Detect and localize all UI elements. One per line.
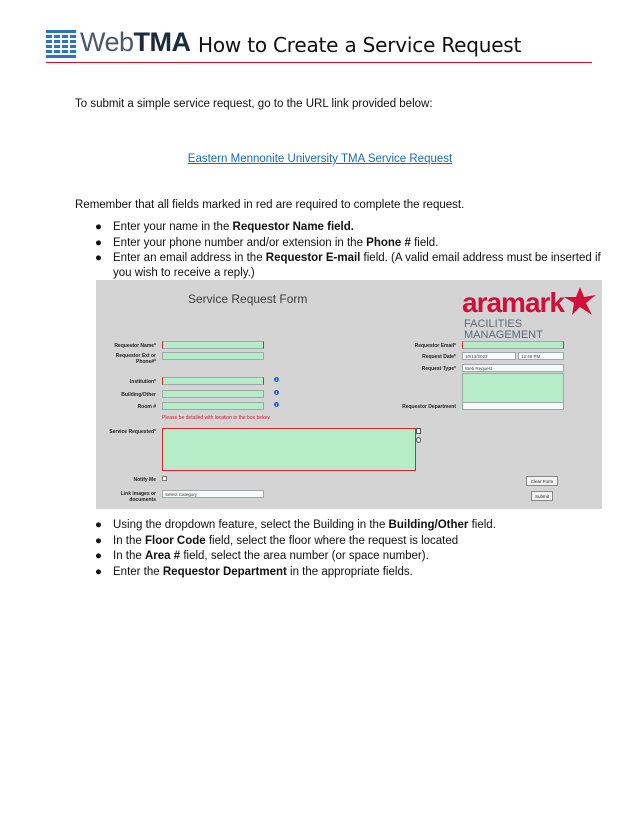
intro-paragraph: To submit a simple service request, go to the URL link provided below: [75,98,433,110]
room-select[interactable] [162,402,264,410]
aramark-star-icon [562,285,598,317]
clear-form-button[interactable]: Clear Form [526,476,558,486]
info-icon[interactable]: i [275,390,278,395]
aramark-facilities-text: FACILITIES MANAGEMENT [464,318,543,341]
aramark-logo [462,283,602,343]
request-date-input[interactable]: 10/13/2023 [462,352,516,360]
bullet-icon: ● [95,252,102,264]
label-requestor-email: Requestor Email* [414,343,456,349]
bullet-icon: ● [95,565,102,578]
bullet-icon: ● [95,534,102,547]
location-warning: Please be detailed with location in the box below. [162,415,271,421]
requestor-department-select[interactable] [462,402,564,410]
header-divider [46,62,592,63]
bullet-icon: ● [95,550,102,562]
page-title: How to Create a Service Request [198,33,522,57]
label-request-date: Request Date* [422,354,456,360]
clock-icon[interactable] [416,437,421,443]
aramark-wordmark: aramark [462,287,564,318]
label-requestor-ext: Requestor Ext or Phone#* [115,353,156,365]
label-request-type: Request Type* [421,366,456,372]
list-item: ● Enter your name in the Requestor Name field. [95,221,354,233]
label-room: Room # [137,404,156,410]
submit-button[interactable]: Submit [531,491,553,501]
service-requested-textarea[interactable] [162,428,416,471]
request-type-select[interactable]: Web Request [462,364,564,372]
notify-me-checkbox[interactable] [162,476,167,481]
list-item: ● In the Floor Code field, select the floor where the request is located [95,534,459,547]
list-item: ● In the Area # field, select the area number (or space number). [95,550,429,562]
label-institution: Institution* [129,379,156,385]
info-icon[interactable]: i [275,377,278,382]
list-item: ● Enter an email address in the Requestor E-mail field. (A valid email address must be inserted if you wish to receive a reply.) [95,252,601,279]
instruction-list-top [75,220,615,282]
service-request-link[interactable]: Eastern Mennonite University TMA Service Request [187,153,453,165]
requestor-name-input[interactable] [162,341,264,349]
instruction-list-bottom [75,518,615,580]
label-notify-me: Notify Me [133,477,156,483]
bullet-icon: ● [95,519,102,531]
webtma-logo-text: WebTMA [80,27,191,57]
label-building: Building/Other [121,392,156,398]
form-title: Service Request Form [188,292,308,306]
label-link-images: Link images or documents [120,491,156,503]
list-item: ● Using the dropdown feature, select the Building in the Building/Other field. [95,519,496,531]
label-requestor-name: Requestor Name* [114,343,156,349]
list-item: ● Enter your phone number and/or extension in the Phone # field. [95,236,439,249]
service-request-form-screenshot [96,280,602,509]
webtma-logo-icon [46,30,76,60]
bullet-icon: ● [95,236,102,249]
list-item: ● Enter the Requestor Department in the appropriate fields. [95,565,413,578]
bullet-icon: ● [95,221,102,233]
calendar-icon[interactable] [416,428,421,434]
building-select[interactable] [162,390,264,398]
label-service-requested: Service Requested* [109,429,156,435]
info-icon[interactable]: i [275,402,278,407]
requestor-email-input[interactable] [462,341,564,349]
requestor-phone-input[interactable] [162,352,264,360]
request-type-details[interactable] [462,373,564,403]
required-fields-note: Remember that all fields marked in red are required to complete the request. [75,199,465,211]
label-requestor-department: Requestor Department [402,404,456,410]
category-select[interactable]: Select Category [162,490,264,498]
request-time-input[interactable]: 12:49 PM [518,352,564,360]
institution-select[interactable] [162,377,264,385]
document-header [0,0,640,70]
